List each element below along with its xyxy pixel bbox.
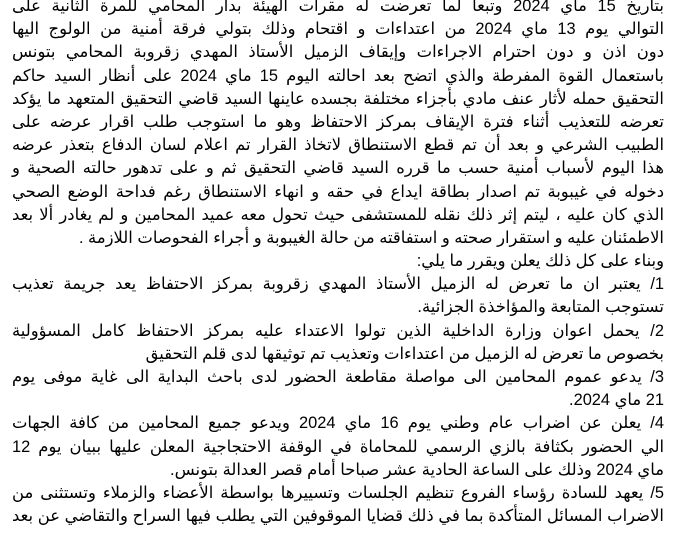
- text-line: الذي كان عليه ، ليتم إثر ذلك نقله للمستشفى حيث تحول معه عميد المحامين و لم يغادر ألا بعد: [12, 205, 664, 224]
- text-line: بتاريخ 15 ماي 2024 وتبعا لما تعرضت له مقرات الهيئة بدار المحامي للمرة الثانية على: [12, 0, 664, 15]
- text-line: 1/ يعتبر ان ما تعرض له الزميل الأستاذ المهدي زقروبة بمركز الاحتفاظ يعد جريمة تعذيب: [12, 275, 664, 294]
- text-line: هذا اليوم لأسباب أمنية حسب ما قرره السيد قاضي التحقيق ثم و على تدهور حالته الصحية و: [12, 159, 664, 178]
- document-body: [12, 0, 664, 528]
- text-line: بخصوص ما تعرض له الزميل من اعتداءات وتعذيب تم توثيقها لدى قلم التحقيق: [145, 344, 664, 363]
- text-line: دخوله في غيبوبة تم اصدار بطاقة ايداع في حقه و انهاء الاستنطاق رغم فداحة الوضع الصحي: [12, 182, 664, 201]
- text-line: 5/ يعهد للسادة رؤساء الفروع تنظيم الجلسات وتسييرها بواسطة الأعضاء والزملاء وتستثنى من: [12, 483, 664, 502]
- text-line: تعرضه للتعذيب أثناء فترة الإيقاف بمركز الاحتفاظ وهو ما استوجب طلب اقرار عرضه على: [12, 112, 664, 131]
- text-line: دون اذن و دون احترام الاجراءات وإيقاف الزميل الأستاذ المهدي زقروبة المحامي بتونس: [12, 43, 664, 62]
- text-line: التوالي يوم 13 ماي 2024 من اعتداءات و اقتحام وذلك بتولي فرقة أمنية من الولوج اليها: [12, 20, 664, 39]
- text-line: الاطمئنان عليه و استقرار صحته و استفاقته من حالة الغيبوبة و أجراء الفحوصات اللازمة .: [78, 228, 664, 247]
- text-line: 3/ يدعو عموم المحامين الى مواصلة مقاطعة الحضور لدى باحث البداية الى غاية موفى يوم: [12, 368, 664, 386]
- text-line: الطبيب الشرعي و بعد أن تم قطع الاستنطاق لاتخاذ القرار تم اعلام لسان الدفاع بتعذر عرضه: [12, 136, 664, 155]
- text-line: ماي 2024 وذلك على الساعة الحادية عشر صباحا أمام قصر العدالة بتونس.: [170, 460, 664, 479]
- text-line: 2/ يحمل اعوان وزارة الداخلية الذين تولوا الاعتداء عليه بمركز الاحتفاظ كامل المسؤولية: [12, 321, 664, 340]
- text-line: باستعمال القوة المفرطة والذي اتضح بعد احالته اليوم 15 ماي 2024 على أنظار السيد حاكم: [12, 66, 664, 85]
- text-line: 21 ماي 2024.: [569, 391, 664, 410]
- text-line: التحقيق حمله لأثار عنف مادي بأجزاء مختلفة بجسده عاينها السيد قاضي التحقيق المتعهد ما يؤكد: [12, 89, 664, 108]
- text-line: تستوجب المتابعة والمؤاخذة الجزائية.: [417, 298, 664, 317]
- text-line: الاضراب المسائل المتأكدة بما في ذلك قضايا الموقوفين التي يطلب فيها السراح والتقاضي عن بعد: [12, 507, 664, 526]
- text-line: وبناء على كل ذلك يعلن ويقرر ما يلي:: [416, 252, 664, 271]
- text-line: الي الحضور بكثافة بالزي الرسمي للمحاماة في الوقفة الاحتجاجية المعلن عليها ببيان يوم 12: [12, 437, 664, 456]
- text-line: 4/ يعلن عن اضراب عام وطني يوم 16 ماي 2024 ويدعو جميع المحامين من كافة الجهات: [12, 414, 664, 433]
